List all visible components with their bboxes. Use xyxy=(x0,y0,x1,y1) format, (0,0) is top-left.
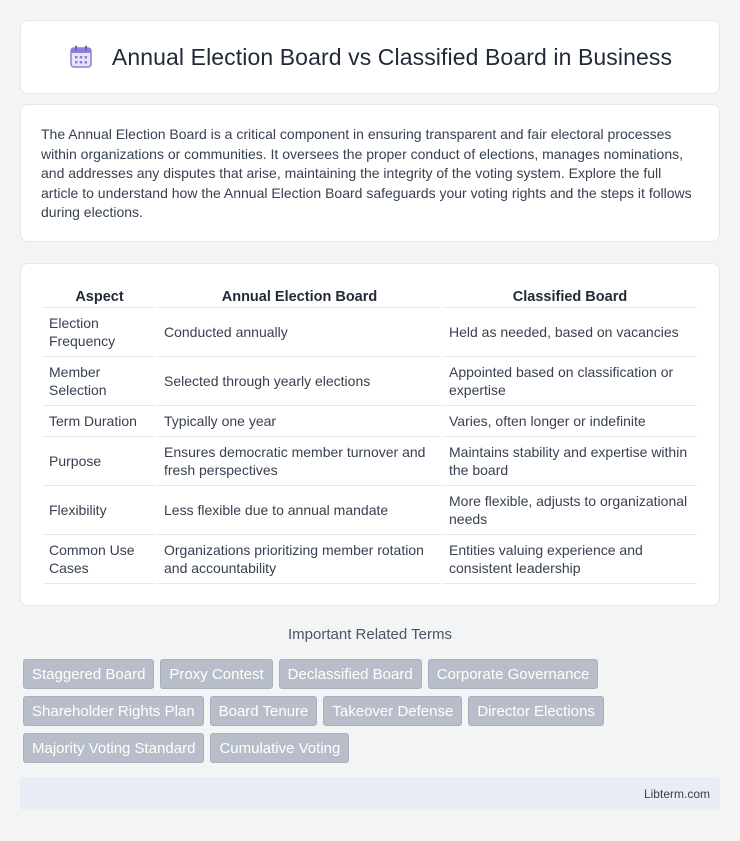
footer xyxy=(20,777,720,810)
table-row xyxy=(43,357,697,406)
tag-declassified-board[interactable]: Declassified Board xyxy=(279,659,422,689)
cell-annual: Organizations prioritizing member rotation and accountability xyxy=(158,535,441,584)
cell-annual: Ensures democratic member turnover and fresh perspectives xyxy=(158,437,441,486)
cell-annual: Conducted annually xyxy=(158,308,441,357)
calendar-icon xyxy=(68,44,94,70)
table-row xyxy=(43,437,697,486)
cell-classified: Held as needed, based on vacancies xyxy=(443,308,697,357)
table-row xyxy=(43,406,697,437)
table-row xyxy=(43,308,697,357)
cell-aspect: Election Frequency xyxy=(43,308,156,357)
tag-shareholder-rights-plan[interactable]: Shareholder Rights Plan xyxy=(23,696,204,726)
header-classified-board: Classified Board xyxy=(443,284,697,308)
header-annual-election-board: Annual Election Board xyxy=(158,284,441,308)
title-wrap xyxy=(68,44,672,71)
footer-brand[interactable]: Libterm.com xyxy=(643,786,710,801)
cell-annual: Selected through yearly elections xyxy=(158,357,441,406)
cell-aspect: Member Selection xyxy=(43,357,156,406)
header-aspect: Aspect xyxy=(43,284,156,308)
cell-classified: Entities valuing experience and consistent leadership xyxy=(443,535,697,584)
title-card xyxy=(20,20,720,94)
intro-paragraph: The Annual Election Board is a critical component in ensuring transparent and fair electoral processes within organizations or communities. It oversees the proper conduct of elections, manages nominations, and addresses any disputes that arise, maintaining the integrity of the voting system. Explore the full article to understand how the Annual Election Board safeguards your voting rights and the steps it follows during elections. xyxy=(41,126,692,221)
tag-director-elections[interactable]: Director Elections xyxy=(468,696,604,726)
related-terms-list xyxy=(23,659,723,763)
cell-annual: Less flexible due to annual mandate xyxy=(158,486,441,535)
tag-board-tenure[interactable]: Board Tenure xyxy=(210,696,318,726)
cell-classified: Varies, often longer or indefinite xyxy=(443,406,697,437)
cell-aspect: Common Use Cases xyxy=(43,535,156,584)
cell-annual: Typically one year xyxy=(158,406,441,437)
tag-majority-voting-standard[interactable]: Majority Voting Standard xyxy=(23,733,204,763)
comparison-card xyxy=(20,263,720,606)
intro-card xyxy=(20,104,720,242)
cell-classified: Maintains stability and expertise within the board xyxy=(443,437,697,486)
table-row xyxy=(43,535,697,584)
tag-cumulative-voting[interactable]: Cumulative Voting xyxy=(210,733,349,763)
tag-corporate-governance[interactable]: Corporate Governance xyxy=(428,659,599,689)
cell-classified: More flexible, adjusts to organizational needs xyxy=(443,486,697,535)
cell-aspect: Purpose xyxy=(43,437,156,486)
related-terms-heading: Important Related Terms xyxy=(288,626,452,643)
table-header-row xyxy=(43,284,697,308)
tag-proxy-contest[interactable]: Proxy Contest xyxy=(160,659,272,689)
page-title: Annual Election Board vs Classified Board in Business xyxy=(111,43,673,70)
table-row xyxy=(43,486,697,535)
cell-aspect: Term Duration xyxy=(43,406,156,437)
tag-staggered-board[interactable]: Staggered Board xyxy=(23,659,154,689)
cell-aspect: Flexibility xyxy=(43,486,156,535)
tag-takeover-defense[interactable]: Takeover Defense xyxy=(323,696,462,726)
comparison-table xyxy=(41,284,699,584)
cell-classified: Appointed based on classification or expertise xyxy=(443,357,697,406)
